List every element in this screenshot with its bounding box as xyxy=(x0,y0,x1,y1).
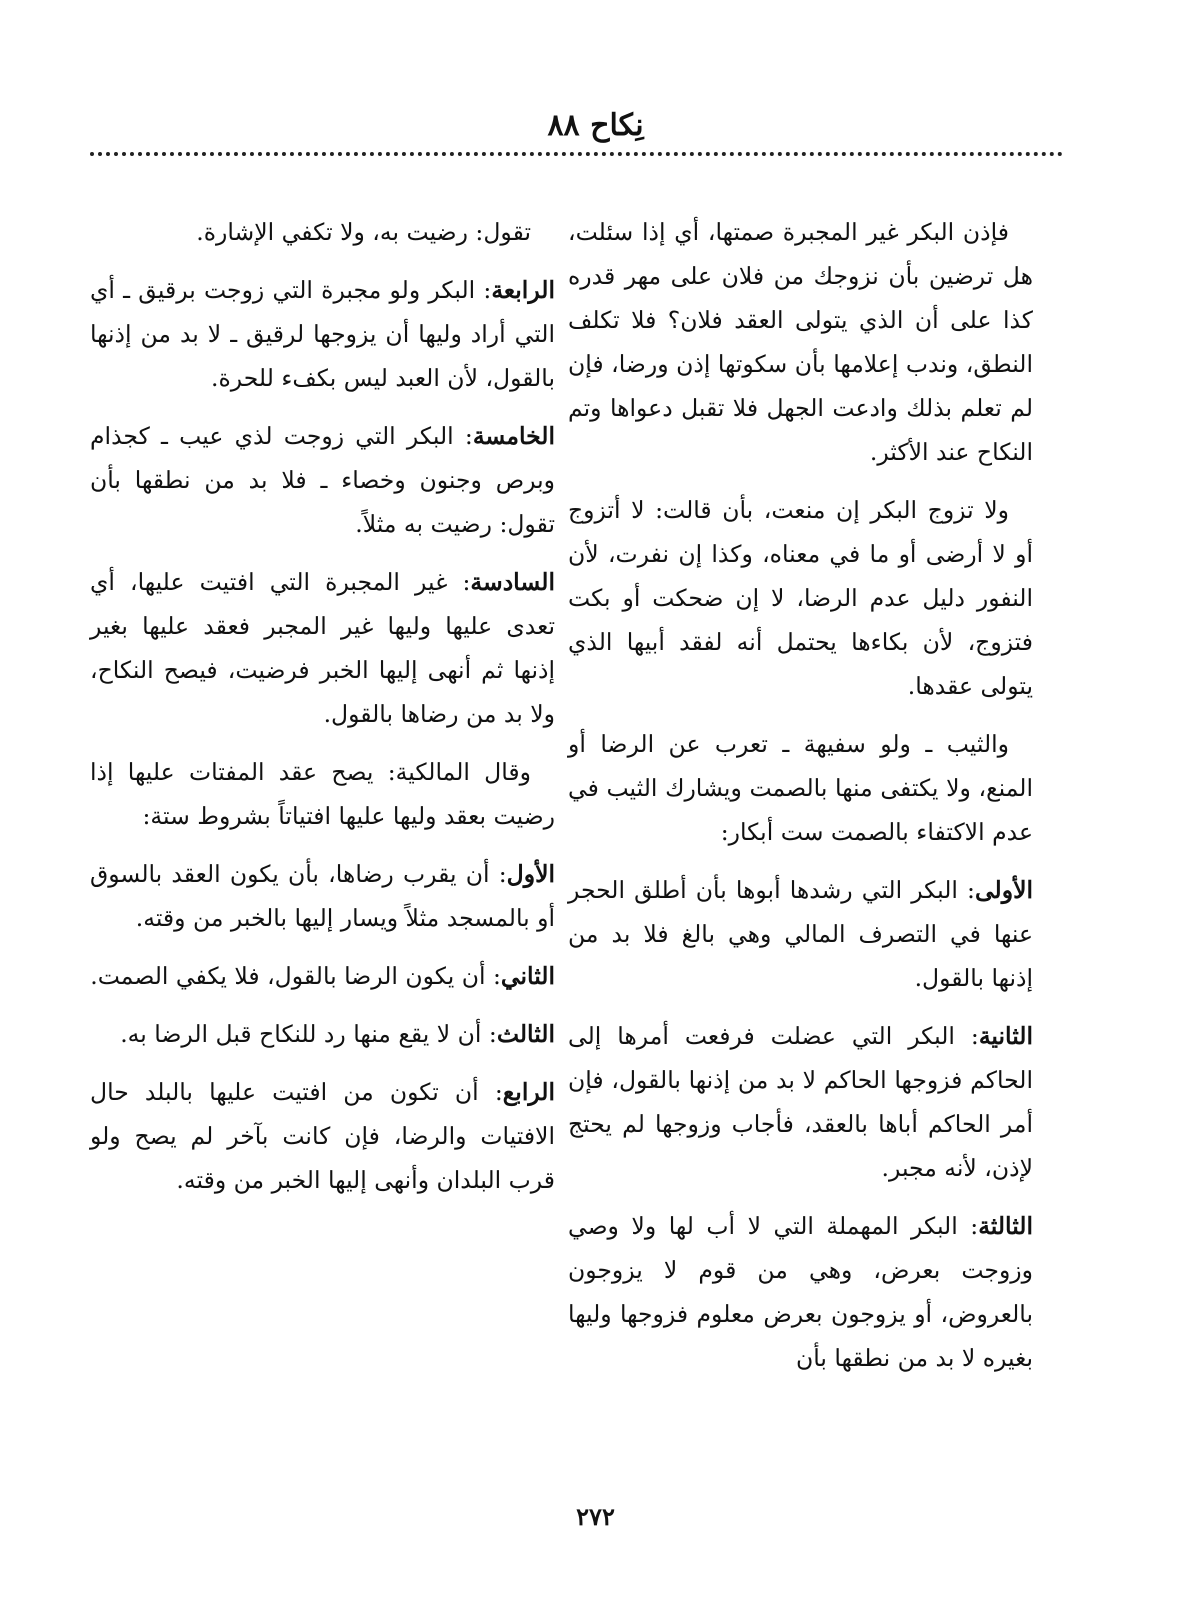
paragraph-text: : البكر ولو مجبرة التي زوجت برقيق ـ أي التي أراد وليها أن يزوجها لرقيق ـ لا بد من إذنها بالقول، لأن العبد ليس بكفء للحرة. xyxy=(90,276,555,392)
paragraph xyxy=(90,414,555,546)
paragraph xyxy=(90,750,555,838)
paragraph-lead-term: الثانية xyxy=(978,1022,1033,1050)
paragraph-lead-term: الخامسة xyxy=(472,422,555,450)
paragraph-text: والثيب ـ ولو سفيهة ـ تعرب عن الرضا أو المنع، ولا يكتفى منها بالصمت ويشارك الثيب في عدم الاكتفاء بالصمت ست أبكار: xyxy=(568,730,1033,846)
paragraph-lead-term: الرابع xyxy=(502,1078,555,1106)
page-header: نِكاح ٨٨ xyxy=(547,108,644,143)
paragraph-text: : البكر التي رشدها أبوها بأن أطلق الحجر عنها في التصرف المالي وهي بالغ فلا بد من إذنها بالقول. xyxy=(568,876,1033,992)
paragraph xyxy=(568,1014,1033,1190)
paragraph xyxy=(568,488,1033,708)
paragraph xyxy=(568,868,1033,1000)
paragraph xyxy=(568,1204,1033,1380)
paragraph-text: : أن لا يقع منها رد للنكاح قبل الرضا به. xyxy=(120,1020,497,1048)
paragraph xyxy=(90,852,555,940)
paragraph-text: ولا تزوج البكر إن منعت، بأن قالت: لا أتزوج أو لا أرضى أو ما في معناه، وكذا إن نفرت، لأن النفور دليل عدم الرضا، لا إن ضحكت أو بكت فتزوج، لأن بكاءها يحتمل أنه لفقد أبيها الذي يتولى عقدها. xyxy=(568,496,1033,700)
paragraph-text: : غير المجبرة التي افتيت عليها، أي تعدى عليها وليها غير المجبر فعقد عليها بغير إذنها ثم أنهى إليها الخبر فرضيت، فيصح النكاح، ولا بد من رضاها بالقول. xyxy=(90,568,555,728)
paragraph-lead-term: الثالث xyxy=(496,1020,555,1048)
page-number: ٢٧٢ xyxy=(576,1502,615,1531)
paragraph-lead-term: الثالثة xyxy=(978,1212,1033,1240)
left-text-column xyxy=(90,210,555,1216)
paragraph-text: : أن يكون الرضا بالقول، فلا يكفي الصمت. xyxy=(90,962,501,990)
paragraph-lead-term: السادسة xyxy=(470,568,555,596)
paragraph-text: وقال المالكية: يصح عقد المفتات عليها إذا رضيت بعقد وليها عليها افتياتاً بشروط ستة: xyxy=(90,758,555,830)
right-text-column xyxy=(568,210,1033,1394)
paragraph-text: : البكر التي عضلت فرفعت أمرها إلى الحاكم فزوجها الحاكم لا بد من إذنها بالقول، فإن أمر الحاكم أباها بالعقد، فأجاب وزوجها لم يحتج لإذن، لأنه مجبر. xyxy=(568,1022,1033,1182)
paragraph-lead-term: الرابعة xyxy=(491,276,555,304)
header-dotted-rule xyxy=(90,152,1063,156)
paragraph xyxy=(568,210,1033,474)
paragraph xyxy=(90,954,555,998)
paragraph xyxy=(90,1070,555,1202)
paragraph-text: فإذن البكر غير المجبرة صمتها، أي إذا سئلت، هل ترضين بأن نزوجك من فلان على مهر قدره كذا على أن الذي يتولى العقد فلان؟ فلا تكلف النطق، وندب إعلامها بأن سكوتها إذن ورضا، فإن لم تعلم بذلك وادعت الجهل فلا تقبل دعواها وتم النكاح عند الأكثر. xyxy=(568,218,1033,466)
paragraph-lead-term: الثاني xyxy=(500,962,555,990)
paragraph-text: : البكر المهملة التي لا أب لها ولا وصي وزوجت بعرض، وهي من قوم لا يزوجون بالعروض، أو يزوجون بعرض معلوم فزوجها وليها بغيره لا بد من نطقها بأن xyxy=(568,1212,1033,1372)
paragraph-text: تقول: رضيت به، ولا تكفي الإشارة. xyxy=(196,218,531,246)
paragraph xyxy=(90,210,555,254)
paragraph-text: : أن تكون من افتيت عليها بالبلد حال الافتيات والرضا، فإن كانت بآخر لم يصح ولو قرب البلدان وأنهى إليها الخبر من وقته. xyxy=(90,1078,555,1194)
paragraph-text: : البكر التي زوجت لذي عيب ـ كجذام وبرص وجنون وخصاء ـ فلا بد من نطقها بأن تقول: رضيت به مثلاً. xyxy=(90,422,555,538)
paragraph-text: : أن يقرب رضاها، بأن يكون العقد بالسوق أو بالمسجد مثلاً ويسار إليها بالخبر من وقته. xyxy=(90,860,555,932)
paragraph xyxy=(90,1012,555,1056)
paragraph-lead-term: الأولى xyxy=(974,876,1033,904)
paragraph xyxy=(90,268,555,400)
paragraph-lead-term: الأول xyxy=(506,860,555,888)
paragraph xyxy=(568,722,1033,854)
paragraph xyxy=(90,560,555,736)
